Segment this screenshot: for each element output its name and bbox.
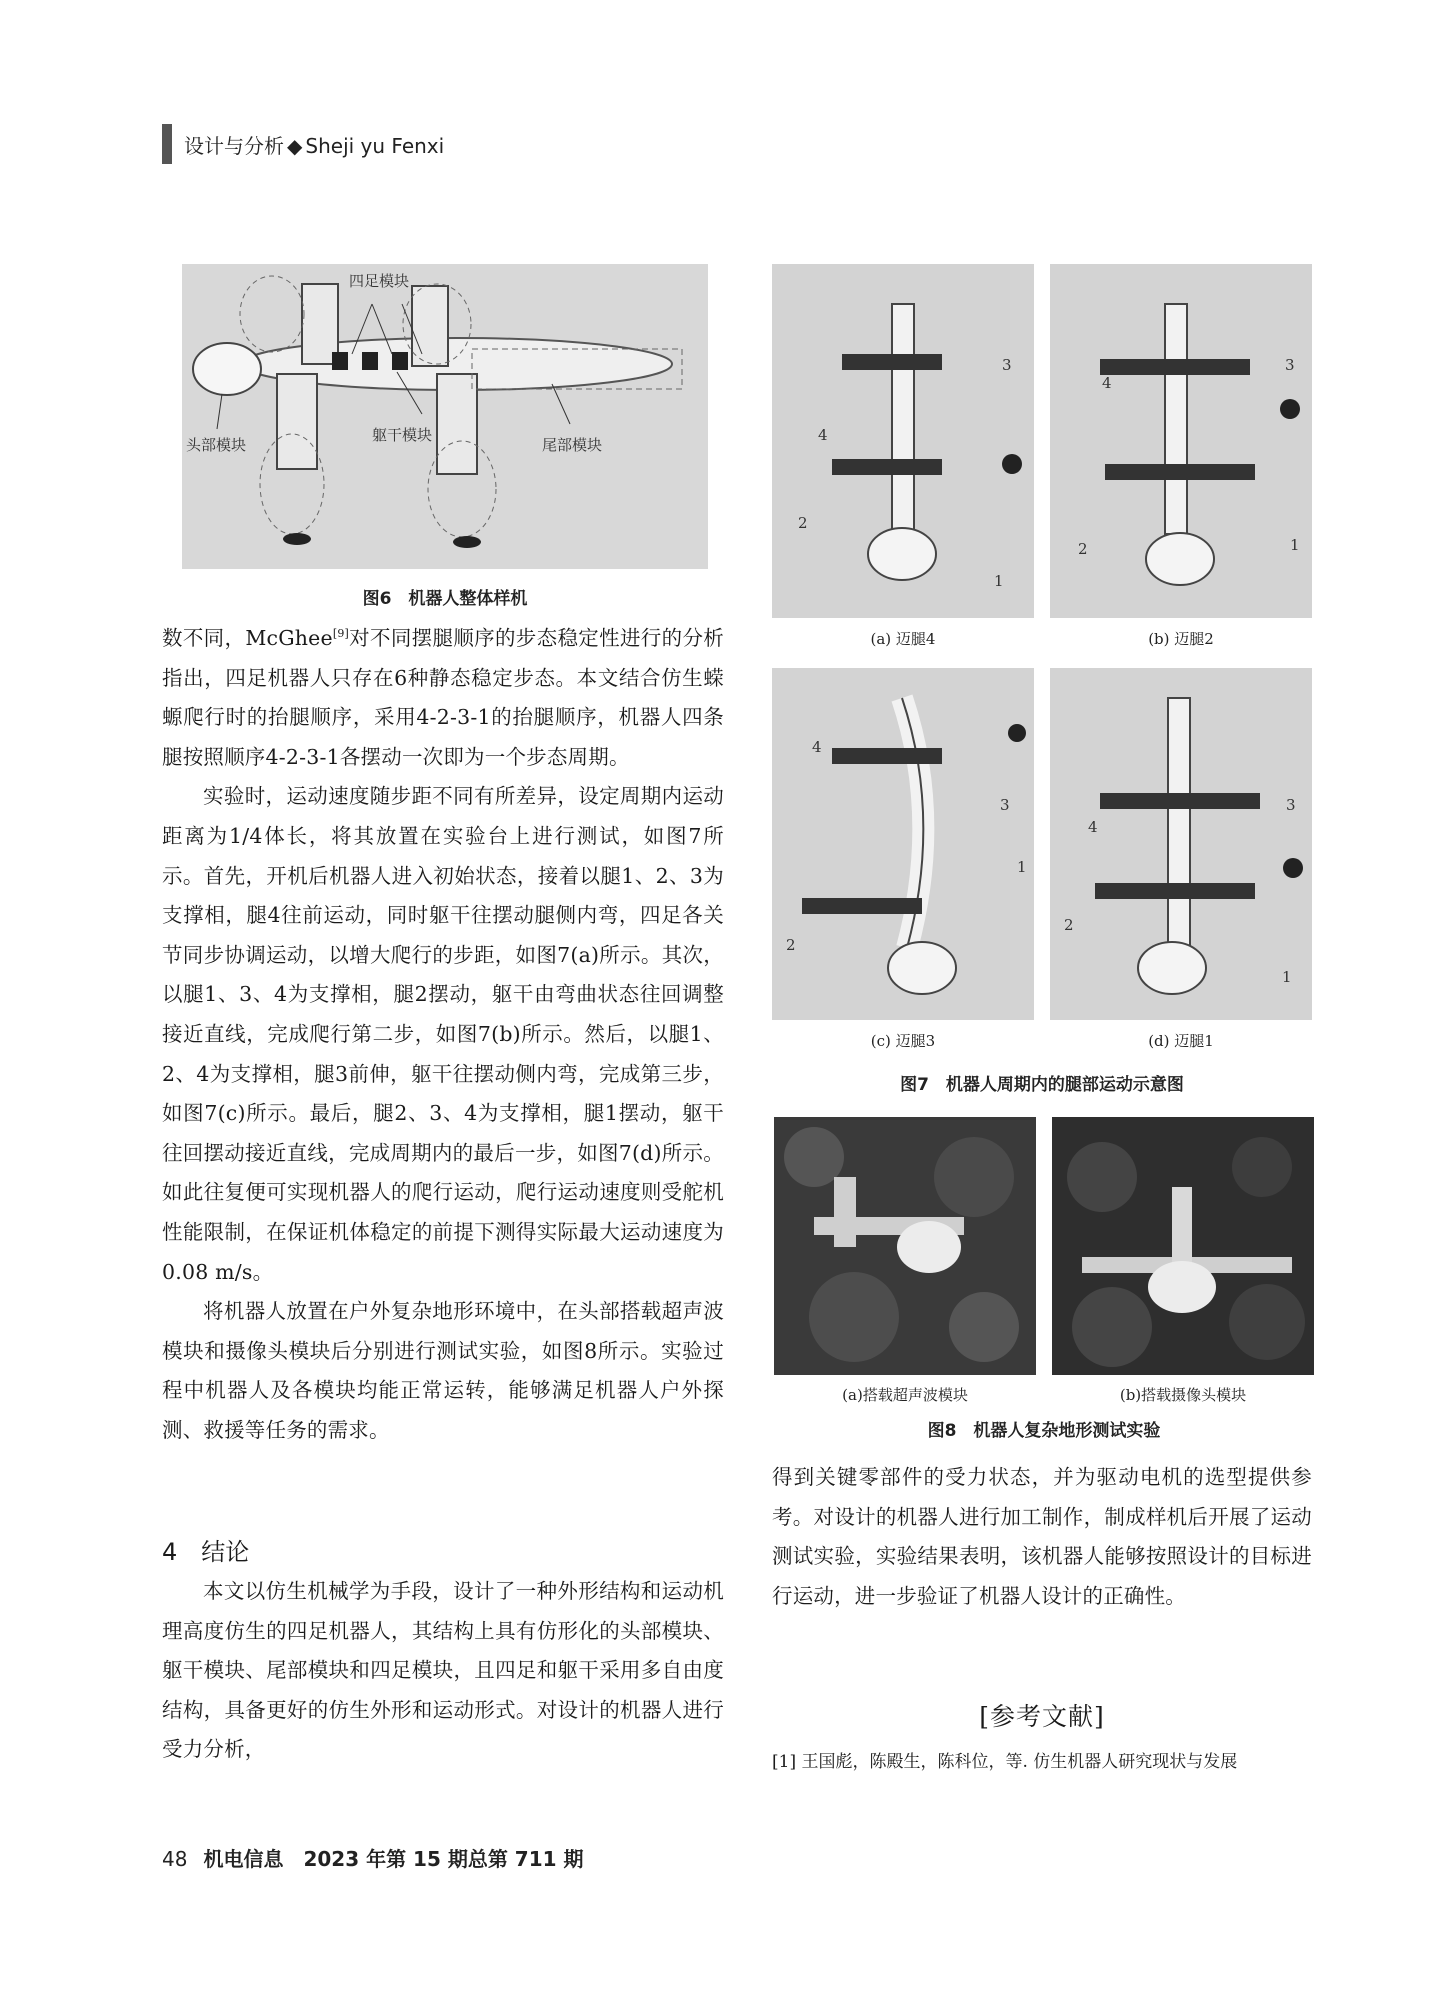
figure7b-caption: (b) 迈腿2 — [1148, 630, 1214, 648]
right-column-text — [772, 1458, 1312, 1616]
leg-number-2: 2 — [1064, 916, 1074, 934]
header-section-pinyin: Sheji yu Fenxi — [305, 134, 445, 158]
robot-terrain-illustration — [1052, 1117, 1314, 1375]
leg-number-4: 4 — [1102, 374, 1112, 392]
leg-number-4: 4 — [1088, 818, 1098, 836]
citation-ref: [9] — [332, 627, 350, 641]
figure7a-caption: (a) 迈腿4 — [870, 630, 936, 648]
paragraph: 得到关键零部件的受力状态，并为驱动电机的选型提供参考。对设计的机器人进行加工制作，制成样机后开展了运动测试实验，实验结果表明，该机器人能够按照设计的目标进行运动，进一步验证了机器人设计的正确性。 — [772, 1465, 1312, 1608]
paragraph: 实验时，运动速度随步距不同有所差异，设定周期内运动距离为1/4体长，将其放置在实验台上进行测试，如图7所示。首先，开机后机器人进入初始状态，接着以腿1、2、3为支撑相，腿4往前运动，同时躯干往摆动腿侧内弯，四足各关节同步协调运动，以增大爬行的步距，如图7(a)所示。其次，以腿1、3、4为支撑相，腿2摆动，躯干由弯曲状态往回调整接近直线，完成爬行第二步，如图7(b)所示。然后，以腿1、2、4为支撑相，腿3前伸，躯干往摆动侧内弯，完成第三步，如图7(c)所示。最后，腿2、3、4为支撑相，腿1摆动，躯干往回摆动接近直线，完成周期内的最后一步，如图7(d)所示。如此往复便可实现机器人的爬行运动，爬行运动速度则受舵机性能限制，在保证机体稳定的前提下测得实际最大运动速度为0.08 m/s。 — [162, 784, 724, 1284]
left-column-text — [162, 619, 724, 1450]
robot-terrain-illustration — [774, 1117, 1036, 1375]
figure6-caption: 图6 机器人整体样机 — [362, 589, 528, 609]
figure8-caption: 图8 机器人复杂地形测试实验 — [927, 1421, 1161, 1441]
left-column-conclusion — [162, 1572, 724, 1770]
robot-step-illustration — [772, 264, 1034, 618]
leg-number-3: 3 — [1285, 356, 1295, 374]
page-number: 48 — [162, 1847, 188, 1871]
figure7b-photo — [1050, 264, 1312, 618]
running-header — [184, 130, 444, 159]
paragraph: 将机器人放置在户外复杂地形环境中，在头部搭载超声波模块和摄像头模块后分别进行测试实验，如图8所示。实验过程中机器人及各模块均能正常运转，能够满足机器人户外探测、救援等任务的需求。 — [162, 1299, 724, 1442]
page-footer — [162, 1843, 584, 1872]
section-title: 4 结论 — [162, 1538, 250, 1566]
figure8b-caption: (b)搭载摄像头模块 — [1119, 1386, 1247, 1404]
label-trunk-module: 躯干模块 — [372, 426, 433, 444]
leg-number-1: 1 — [1290, 536, 1300, 554]
header-section-cn: 设计与分析 — [184, 134, 284, 158]
figure6-photo — [182, 264, 708, 569]
leg-number-3: 3 — [1002, 356, 1012, 374]
leg-number-1: 1 — [994, 572, 1004, 590]
robot-step-illustration — [1050, 668, 1312, 1020]
leg-number-3: 3 — [1286, 796, 1296, 814]
leg-number-4: 4 — [812, 738, 822, 756]
leg-number-2: 2 — [1078, 540, 1088, 558]
label-tail-module: 尾部模块 — [542, 436, 603, 454]
paragraph — [162, 619, 724, 777]
header-bar — [162, 124, 172, 164]
diamond-icon: ◆ — [287, 134, 303, 158]
figure7d-caption: (d) 迈腿1 — [1148, 1032, 1214, 1050]
journal-info: 机电信息 2023 年第 15 期总第 711 期 — [203, 1847, 584, 1871]
leg-number-1: 1 — [1017, 858, 1027, 876]
figure7c-photo — [772, 668, 1034, 1020]
figure7c-caption: (c) 迈腿3 — [870, 1032, 936, 1050]
paragraph-text: 对不同摆腿顺序的步态稳定性进行的分析指出，四足机器人只存在6种静态稳定步态。本文结合仿生蝾螈爬行时的抬腿顺序，采用4-2-3-1的抬腿顺序，机器人四条腿按照顺序4-2-3-1各摆动一次即为一个步态周期。 — [162, 626, 724, 769]
label-head-module: 头部模块 — [186, 436, 247, 454]
paragraph-text: 数不同，McGhee — [162, 626, 333, 650]
paragraph: 本文以仿生机械学为手段，设计了一种外形结构和运动机理高度仿生的四足机器人，其结构上具有仿形化的头部模块、躯干模块、尾部模块和四足模块，且四足和躯干采用多自由度结构，具备更好的仿生外形和运动形式。对设计的机器人进行受力分析， — [162, 1579, 724, 1762]
figure7a-photo — [772, 264, 1034, 618]
robot-prototype-illustration — [182, 264, 708, 569]
robot-step-illustration — [772, 668, 1034, 1020]
figure7d-photo — [1050, 668, 1312, 1020]
figure8b-photo — [1052, 1117, 1314, 1375]
references-heading: [参考文献] — [979, 1702, 1105, 1731]
reference-item: [1] 王国彪，陈殿生，陈科位，等. 仿生机器人研究现状与发展 — [772, 1752, 1238, 1772]
figure8a-caption: (a)搭载超声波模块 — [842, 1386, 968, 1404]
leg-number-2: 2 — [786, 936, 796, 954]
figure8a-photo — [774, 1117, 1036, 1375]
label-legs-module: 四足模块 — [349, 272, 410, 290]
leg-number-1: 1 — [1282, 968, 1292, 986]
robot-step-illustration — [1050, 264, 1312, 618]
leg-number-4: 4 — [818, 426, 828, 444]
leg-number-3: 3 — [1000, 796, 1010, 814]
figure7-caption: 图7 机器人周期内的腿部运动示意图 — [900, 1075, 1184, 1095]
leg-number-2: 2 — [798, 514, 808, 532]
